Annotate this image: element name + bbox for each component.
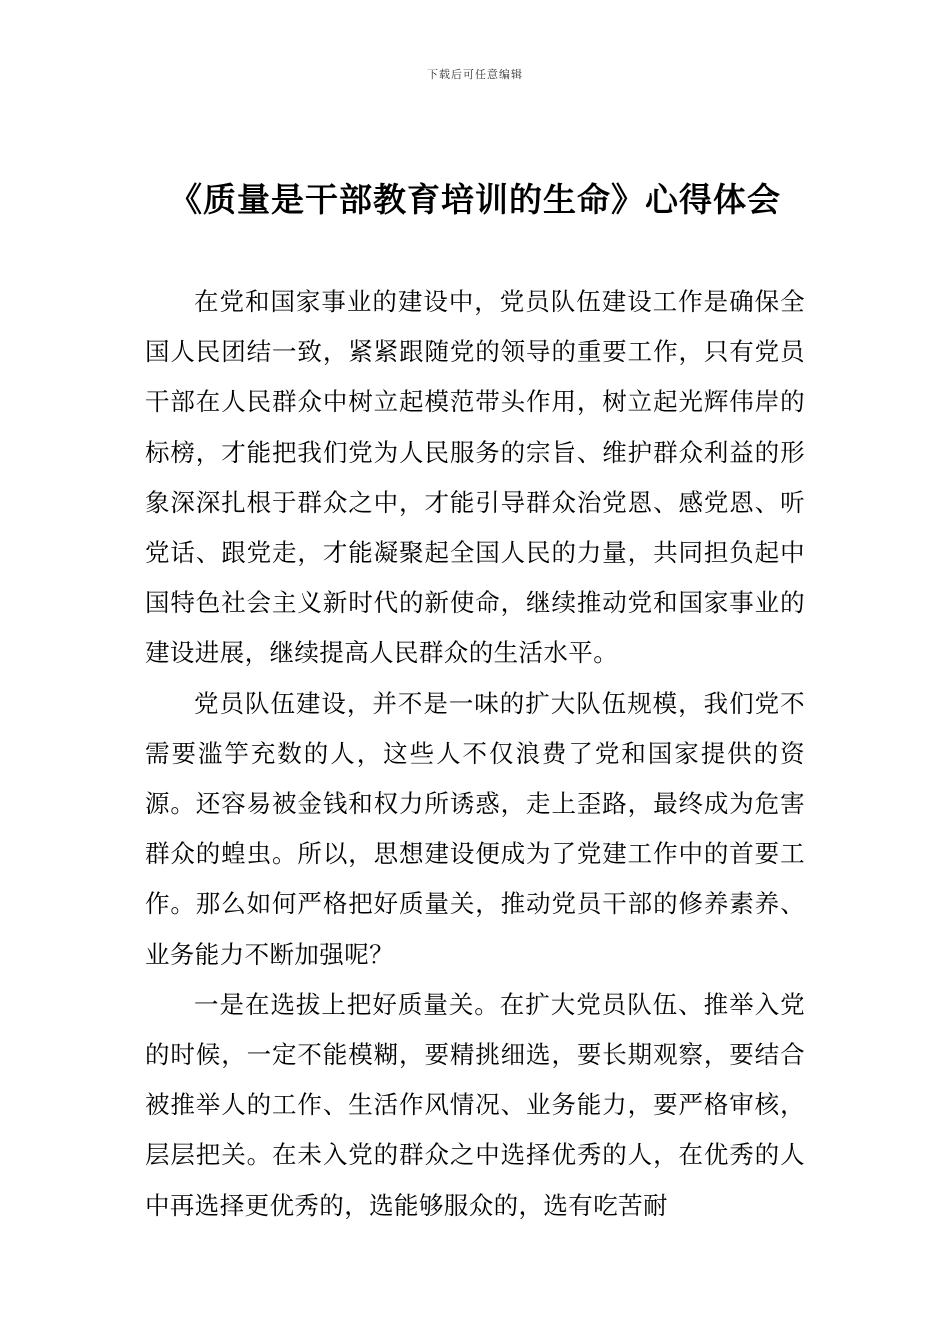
document-title: 《质量是干部教育培训的生命》心得体会 [169, 180, 781, 219]
header-note: 下载后可任意编辑 [427, 68, 523, 81]
paragraph-1: 在党和国家事业的建设中，党员队伍建设工作是确保全国人民团结一致，紧紧跟随党的领导的重要工作，只有党员干部在人民群众中树立起模范带头作用，树立起光辉伟岸的标榜，才能把我们党为人民服务的宗旨、维护群众利益的形象深深扎根于群众之中，才能引导群众治党恩、感党恩、听党话、跟党走，才能凝聚起全国人民的力量，共同担负起中国特色社会主义新时代的新使命，继续推动党和国家事业的建设进展，继续提高人民群众的生活水平。 [145, 287, 805, 668]
paragraph-2: 党员队伍建设，并不是一味的扩大队伍规模，我们党不需要滥竽充数的人，这些人不仅浪费了党和国家提供的资源。还容易被金钱和权力所诱惑，走上歪路，最终成为危害群众的蝗虫。所以，思想建设便成为了党建工作中的首要工作。那么如何严格把好质量关，推动党员干部的修养素养、业务能力不断加强呢？ [145, 688, 805, 969]
paragraph-3: 一是在选拔上把好质量关。在扩大党员队伍、推举入党的时候，一定不能模糊，要精挑细选，要长期观察，要结合被推举人的工作、生活作风情况、业务能力，要严格审核，层层把关。在未入党的群众之中选择优秀的人，在优秀的人中再选择更优秀的，选能够服众的，选有吃苦耐 [145, 989, 805, 1220]
document-body [145, 277, 805, 1231]
